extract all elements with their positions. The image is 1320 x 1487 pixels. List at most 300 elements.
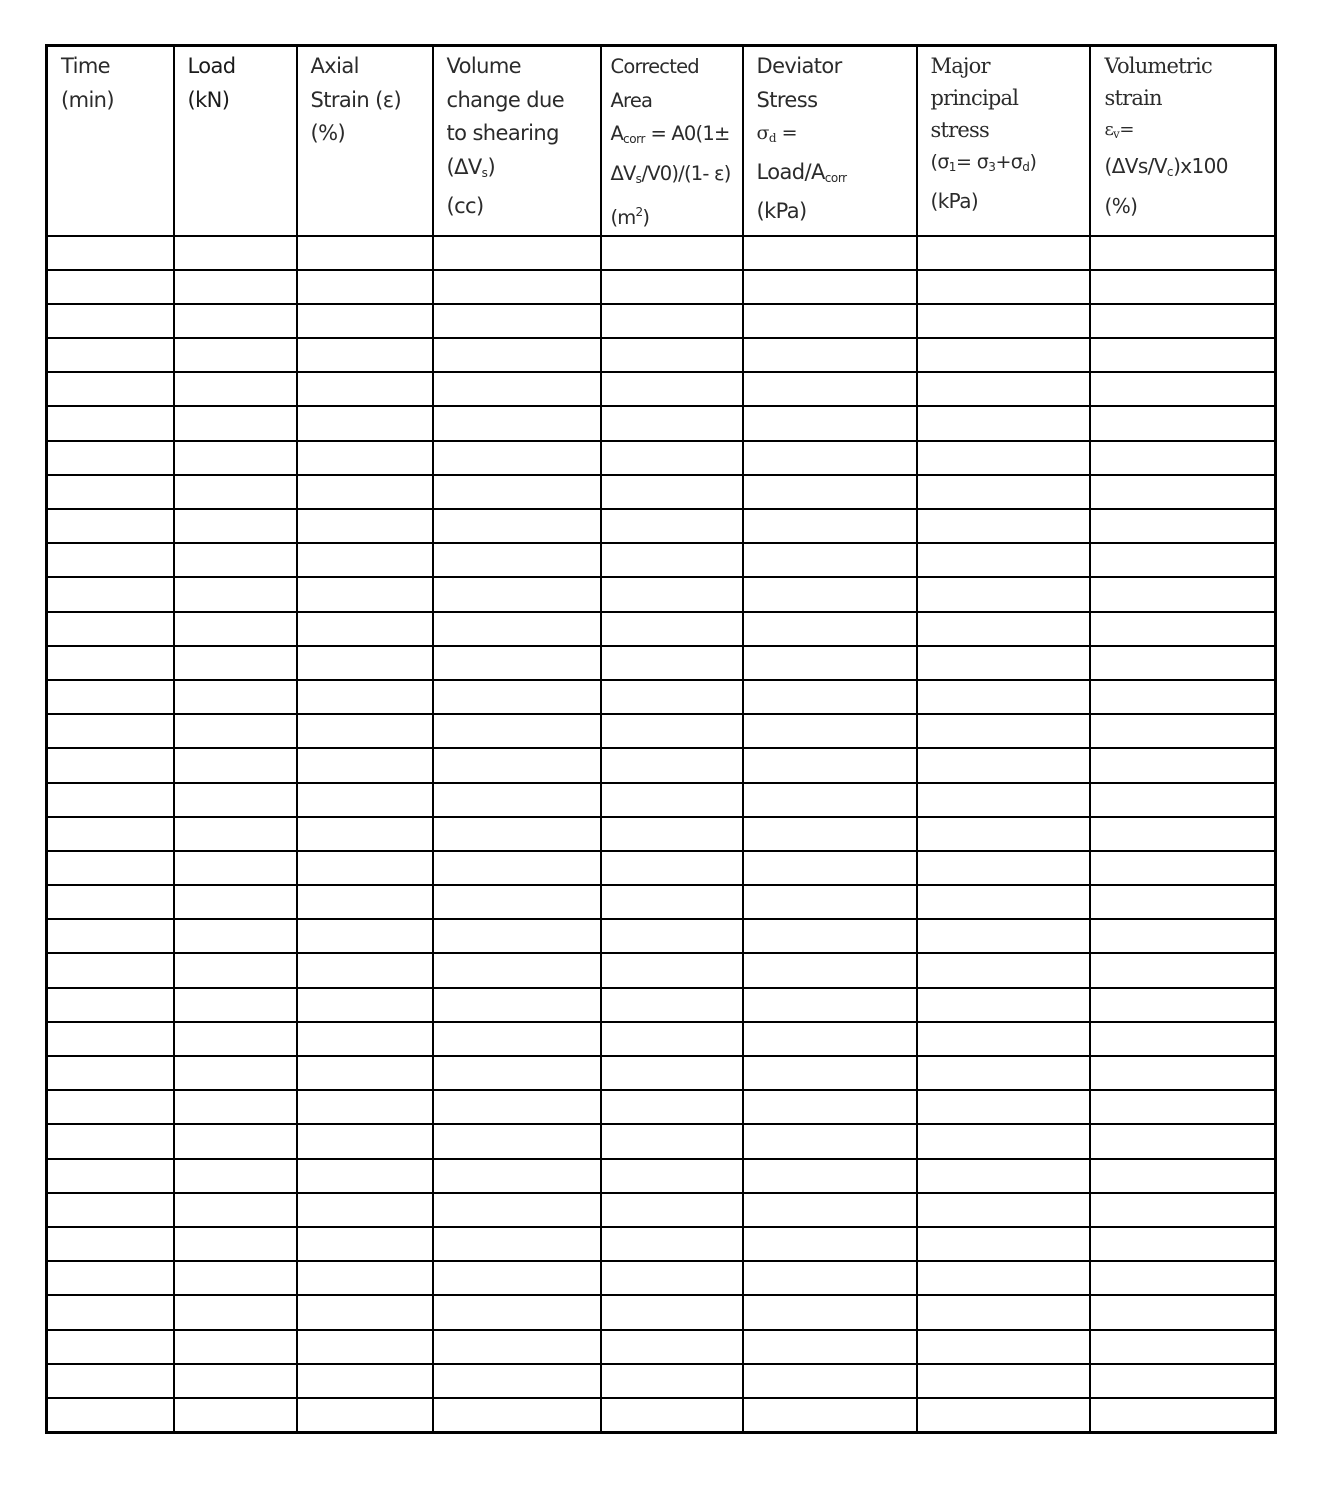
cell-axial-strain[interactable] [297,372,433,406]
cell-deviator-stress[interactable] [743,1261,917,1295]
cell-axial-strain[interactable] [297,783,433,817]
cell-corrected-area[interactable] [601,543,743,577]
cell-volumetric-strain[interactable] [1090,406,1276,440]
cell-volumetric-strain[interactable] [1090,714,1276,748]
cell-deviator-stress[interactable] [743,885,917,919]
cell-corrected-area[interactable] [601,236,743,270]
cell-volumetric-strain[interactable] [1090,919,1276,953]
cell-load[interactable] [174,1193,297,1227]
cell-volumetric-strain[interactable] [1090,338,1276,372]
cell-corrected-area[interactable] [601,714,743,748]
cell-time[interactable] [47,372,174,406]
cell-volumetric-strain[interactable] [1090,612,1276,646]
cell-time[interactable] [47,783,174,817]
cell-volume-change[interactable] [433,714,601,748]
cell-major-principal-stress[interactable] [917,236,1090,270]
cell-corrected-area[interactable] [601,338,743,372]
cell-load[interactable] [174,1398,297,1433]
cell-deviator-stress[interactable] [743,441,917,475]
cell-time[interactable] [47,577,174,611]
cell-load[interactable] [174,577,297,611]
cell-corrected-area[interactable] [601,406,743,440]
cell-volumetric-strain[interactable] [1090,441,1276,475]
cell-volumetric-strain[interactable] [1090,543,1276,577]
cell-deviator-stress[interactable] [743,577,917,611]
cell-volume-change[interactable] [433,1159,601,1193]
cell-corrected-area[interactable] [601,475,743,509]
cell-deviator-stress[interactable] [743,1056,917,1090]
cell-time[interactable] [47,475,174,509]
cell-volumetric-strain[interactable] [1090,1295,1276,1329]
cell-deviator-stress[interactable] [743,406,917,440]
cell-load[interactable] [174,509,297,543]
cell-load[interactable] [174,236,297,270]
cell-time[interactable] [47,851,174,885]
cell-deviator-stress[interactable] [743,817,917,851]
cell-major-principal-stress[interactable] [917,1159,1090,1193]
cell-axial-strain[interactable] [297,680,433,714]
cell-volume-change[interactable] [433,646,601,680]
cell-time[interactable] [47,1398,174,1433]
cell-major-principal-stress[interactable] [917,919,1090,953]
cell-major-principal-stress[interactable] [917,851,1090,885]
cell-volume-change[interactable] [433,543,601,577]
cell-volume-change[interactable] [433,851,601,885]
cell-axial-strain[interactable] [297,919,433,953]
cell-volume-change[interactable] [433,304,601,338]
table-row [47,1159,1276,1193]
cell-time[interactable] [47,1227,174,1261]
cell-volumetric-strain[interactable] [1090,1159,1276,1193]
cell-time[interactable] [47,441,174,475]
cell-major-principal-stress[interactable] [917,577,1090,611]
cell-axial-strain[interactable] [297,338,433,372]
cell-corrected-area[interactable] [601,1227,743,1261]
cell-load[interactable] [174,783,297,817]
cell-load[interactable] [174,543,297,577]
cell-load[interactable] [174,338,297,372]
cell-major-principal-stress[interactable] [917,304,1090,338]
table-row [47,646,1276,680]
cell-volume-change[interactable] [433,988,601,1022]
cell-major-principal-stress[interactable] [917,1090,1090,1124]
cell-time[interactable] [47,1295,174,1329]
cell-deviator-stress[interactable] [743,1159,917,1193]
cell-corrected-area[interactable] [601,953,743,987]
cell-volume-change[interactable] [433,1022,601,1056]
table-row [47,577,1276,611]
cell-time[interactable] [47,509,174,543]
cell-volume-change[interactable] [433,953,601,987]
cell-corrected-area[interactable] [601,441,743,475]
cell-volume-change[interactable] [433,1295,601,1329]
cell-corrected-area[interactable] [601,270,743,304]
cell-major-principal-stress[interactable] [917,1227,1090,1261]
cell-corrected-area[interactable] [601,1090,743,1124]
cell-volume-change[interactable] [433,1227,601,1261]
cell-time[interactable] [47,270,174,304]
cell-major-principal-stress[interactable] [917,1330,1090,1364]
cell-volumetric-strain[interactable] [1090,236,1276,270]
cell-corrected-area[interactable] [601,851,743,885]
cell-time[interactable] [47,236,174,270]
cell-time[interactable] [47,1261,174,1295]
cell-time[interactable] [47,1159,174,1193]
cell-load[interactable] [174,1295,297,1329]
cell-volumetric-strain[interactable] [1090,953,1276,987]
cell-load[interactable] [174,1056,297,1090]
cell-deviator-stress[interactable] [743,236,917,270]
cell-volumetric-strain[interactable] [1090,646,1276,680]
cell-axial-strain[interactable] [297,509,433,543]
cell-major-principal-stress[interactable] [917,372,1090,406]
cell-axial-strain[interactable] [297,1124,433,1158]
cell-axial-strain[interactable] [297,1159,433,1193]
cell-axial-strain[interactable] [297,1364,433,1398]
cell-corrected-area[interactable] [601,1330,743,1364]
cell-corrected-area[interactable] [601,1056,743,1090]
cell-time[interactable] [47,612,174,646]
cell-deviator-stress[interactable] [743,475,917,509]
cell-deviator-stress[interactable] [743,680,917,714]
cell-volume-change[interactable] [433,338,601,372]
cell-major-principal-stress[interactable] [917,1022,1090,1056]
cell-volumetric-strain[interactable] [1090,748,1276,782]
cell-volumetric-strain[interactable] [1090,1090,1276,1124]
cell-corrected-area[interactable] [601,612,743,646]
cell-volumetric-strain[interactable] [1090,988,1276,1022]
cell-time[interactable] [47,953,174,987]
cell-volume-change[interactable] [433,1124,601,1158]
cell-time[interactable] [47,817,174,851]
cell-axial-strain[interactable] [297,1056,433,1090]
cell-major-principal-stress[interactable] [917,1124,1090,1158]
cell-axial-strain[interactable] [297,885,433,919]
cell-deviator-stress[interactable] [743,783,917,817]
cell-major-principal-stress[interactable] [917,509,1090,543]
header-axial-strain: Axial Strain (ε) (%) [297,46,433,236]
cell-corrected-area[interactable] [601,680,743,714]
cell-major-principal-stress[interactable] [917,817,1090,851]
cell-volume-change[interactable] [433,1261,601,1295]
cell-corrected-area[interactable] [601,1193,743,1227]
cell-major-principal-stress[interactable] [917,680,1090,714]
cell-deviator-stress[interactable] [743,1090,917,1124]
cell-volumetric-strain[interactable] [1090,577,1276,611]
cell-volume-change[interactable] [433,372,601,406]
header-row [47,46,1276,236]
cell-major-principal-stress[interactable] [917,1193,1090,1227]
cell-time[interactable] [47,919,174,953]
cell-load[interactable] [174,1227,297,1261]
cell-axial-strain[interactable] [297,441,433,475]
cell-axial-strain[interactable] [297,270,433,304]
cell-axial-strain[interactable] [297,748,433,782]
cell-corrected-area[interactable] [601,783,743,817]
cell-load[interactable] [174,304,297,338]
cell-major-principal-stress[interactable] [917,543,1090,577]
cell-axial-strain[interactable] [297,1398,433,1433]
cell-volume-change[interactable] [433,612,601,646]
cell-corrected-area[interactable] [601,1398,743,1433]
cell-axial-strain[interactable] [297,988,433,1022]
cell-axial-strain[interactable] [297,1022,433,1056]
cell-corrected-area[interactable] [601,577,743,611]
cell-axial-strain[interactable] [297,1227,433,1261]
cell-axial-strain[interactable] [297,1330,433,1364]
cell-major-principal-stress[interactable] [917,885,1090,919]
cell-deviator-stress[interactable] [743,1330,917,1364]
cell-volumetric-strain[interactable] [1090,1398,1276,1433]
cell-axial-strain[interactable] [297,406,433,440]
cell-time[interactable] [47,406,174,440]
cell-axial-strain[interactable] [297,304,433,338]
cell-volumetric-strain[interactable] [1090,270,1276,304]
cell-load[interactable] [174,1330,297,1364]
header-volume-change: Volume change due to shearing $(\Delta V_s)$ (cc) [433,46,601,236]
cell-time[interactable] [47,748,174,782]
table-row [47,953,1276,987]
cell-corrected-area[interactable] [601,1159,743,1193]
cell-load[interactable] [174,748,297,782]
cell-volume-change[interactable] [433,406,601,440]
cell-volume-change[interactable] [433,748,601,782]
cell-load[interactable] [174,919,297,953]
cell-corrected-area[interactable] [601,748,743,782]
header-deviator-stress: Deviator Stress $\sigma_d$ = Load/$A_{corr}$ (kPa) [743,46,917,236]
cell-time[interactable] [47,1193,174,1227]
cell-axial-strain[interactable] [297,1193,433,1227]
cell-volume-change[interactable] [433,1090,601,1124]
cell-volumetric-strain[interactable] [1090,1364,1276,1398]
cell-volumetric-strain[interactable] [1090,817,1276,851]
cell-major-principal-stress[interactable] [917,441,1090,475]
cell-load[interactable] [174,1159,297,1193]
cell-major-principal-stress[interactable] [917,646,1090,680]
cell-volume-change[interactable] [433,1056,601,1090]
cell-load[interactable] [174,714,297,748]
cell-time[interactable] [47,1330,174,1364]
cell-axial-strain[interactable] [297,577,433,611]
cell-major-principal-stress[interactable] [917,270,1090,304]
cell-load[interactable] [174,1124,297,1158]
cell-volume-change[interactable] [433,783,601,817]
cell-major-principal-stress[interactable] [917,783,1090,817]
cell-volumetric-strain[interactable] [1090,1330,1276,1364]
cell-volume-change[interactable] [433,509,601,543]
cell-deviator-stress[interactable] [743,1227,917,1261]
cell-load[interactable] [174,988,297,1022]
cell-axial-strain[interactable] [297,953,433,987]
cell-volumetric-strain[interactable] [1090,783,1276,817]
cell-deviator-stress[interactable] [743,1398,917,1433]
cell-corrected-area[interactable] [601,817,743,851]
cell-load[interactable] [174,953,297,987]
cell-deviator-stress[interactable] [743,953,917,987]
cell-axial-strain[interactable] [297,646,433,680]
cell-deviator-stress[interactable] [743,1022,917,1056]
cell-axial-strain[interactable] [297,1295,433,1329]
cell-time[interactable] [47,680,174,714]
cell-deviator-stress[interactable] [743,372,917,406]
cell-volume-change[interactable] [433,680,601,714]
cell-volume-change[interactable] [433,270,601,304]
cell-axial-strain[interactable] [297,1261,433,1295]
table-row [47,680,1276,714]
cell-time[interactable] [47,1364,174,1398]
cell-corrected-area[interactable] [601,304,743,338]
cell-major-principal-stress[interactable] [917,475,1090,509]
cell-volumetric-strain[interactable] [1090,1056,1276,1090]
cell-deviator-stress[interactable] [743,646,917,680]
cell-major-principal-stress[interactable] [917,406,1090,440]
cell-major-principal-stress[interactable] [917,1261,1090,1295]
cell-deviator-stress[interactable] [743,988,917,1022]
cell-volume-change[interactable] [433,885,601,919]
cell-corrected-area[interactable] [601,1261,743,1295]
cell-load[interactable] [174,851,297,885]
cell-volume-change[interactable] [433,919,601,953]
cell-volumetric-strain[interactable] [1090,1193,1276,1227]
cell-deviator-stress[interactable] [743,338,917,372]
table-row [47,783,1276,817]
cell-volumetric-strain[interactable] [1090,885,1276,919]
cell-time[interactable] [47,988,174,1022]
cell-time[interactable] [47,885,174,919]
cell-time[interactable] [47,1056,174,1090]
cell-major-principal-stress[interactable] [917,1295,1090,1329]
cell-deviator-stress[interactable] [743,509,917,543]
cell-axial-strain[interactable] [297,612,433,646]
cell-time[interactable] [47,304,174,338]
cell-corrected-area[interactable] [601,1364,743,1398]
cell-deviator-stress[interactable] [743,304,917,338]
cell-load[interactable] [174,1261,297,1295]
cell-deviator-stress[interactable] [743,851,917,885]
cell-axial-strain[interactable] [297,475,433,509]
cell-volume-change[interactable] [433,441,601,475]
cell-major-principal-stress[interactable] [917,953,1090,987]
cell-deviator-stress[interactable] [743,1193,917,1227]
cell-load[interactable] [174,406,297,440]
cell-deviator-stress[interactable] [743,714,917,748]
table-row [47,406,1276,440]
cell-load[interactable] [174,646,297,680]
cell-load[interactable] [174,612,297,646]
cell-time[interactable] [47,543,174,577]
cell-corrected-area[interactable] [601,646,743,680]
cell-volumetric-strain[interactable] [1090,1124,1276,1158]
cell-time[interactable] [47,714,174,748]
table-row [47,1022,1276,1056]
cell-volumetric-strain[interactable] [1090,1022,1276,1056]
cell-major-principal-stress[interactable] [917,612,1090,646]
cell-volume-change[interactable] [433,236,601,270]
cell-deviator-stress[interactable] [743,543,917,577]
cell-volumetric-strain[interactable] [1090,1261,1276,1295]
table-row [47,1364,1276,1398]
cell-major-principal-stress[interactable] [917,338,1090,372]
cell-major-principal-stress[interactable] [917,714,1090,748]
cell-corrected-area[interactable] [601,988,743,1022]
cell-volumetric-strain[interactable] [1090,851,1276,885]
table-row [47,612,1276,646]
table-row [47,919,1276,953]
cell-load[interactable] [174,441,297,475]
cell-axial-strain[interactable] [297,543,433,577]
cell-major-principal-stress[interactable] [917,1398,1090,1433]
cell-load[interactable] [174,885,297,919]
cell-time[interactable] [47,1090,174,1124]
cell-volumetric-strain[interactable] [1090,372,1276,406]
cell-corrected-area[interactable] [601,919,743,953]
cell-load[interactable] [174,1364,297,1398]
cell-volumetric-strain[interactable] [1090,680,1276,714]
cell-deviator-stress[interactable] [743,748,917,782]
cell-deviator-stress[interactable] [743,1364,917,1398]
cell-volumetric-strain[interactable] [1090,475,1276,509]
cell-major-principal-stress[interactable] [917,988,1090,1022]
header-volumetric-strain: Volumetric strain $\varepsilon_v=$ $(\Delta Vs/V_c)x100$ (%) [1090,46,1276,236]
cell-axial-strain[interactable] [297,1090,433,1124]
cell-time[interactable] [47,646,174,680]
cell-volume-change[interactable] [433,1330,601,1364]
cell-load[interactable] [174,680,297,714]
cell-load[interactable] [174,1022,297,1056]
cell-volume-change[interactable] [433,577,601,611]
cell-axial-strain[interactable] [297,236,433,270]
table-row [47,1330,1276,1364]
table-row [47,1056,1276,1090]
cell-corrected-area[interactable] [601,372,743,406]
cell-axial-strain[interactable] [297,714,433,748]
cell-major-principal-stress[interactable] [917,1056,1090,1090]
cell-corrected-area[interactable] [601,1124,743,1158]
cell-corrected-area[interactable] [601,1022,743,1056]
cell-load[interactable] [174,817,297,851]
cell-volumetric-strain[interactable] [1090,304,1276,338]
cell-load[interactable] [174,1090,297,1124]
cell-volume-change[interactable] [433,1398,601,1433]
cell-load[interactable] [174,475,297,509]
cell-deviator-stress[interactable] [743,270,917,304]
cell-volume-change[interactable] [433,817,601,851]
cell-volumetric-strain[interactable] [1090,509,1276,543]
cell-corrected-area[interactable] [601,509,743,543]
cell-major-principal-stress[interactable] [917,748,1090,782]
cell-volume-change[interactable] [433,1364,601,1398]
cell-axial-strain[interactable] [297,817,433,851]
cell-volumetric-strain[interactable] [1090,1227,1276,1261]
cell-time[interactable] [47,338,174,372]
cell-deviator-stress[interactable] [743,1295,917,1329]
cell-load[interactable] [174,372,297,406]
table-row [47,988,1276,1022]
cell-deviator-stress[interactable] [743,919,917,953]
table-row [47,338,1276,372]
cell-deviator-stress[interactable] [743,612,917,646]
cell-corrected-area[interactable] [601,885,743,919]
cell-axial-strain[interactable] [297,851,433,885]
cell-volume-change[interactable] [433,1193,601,1227]
cell-load[interactable] [174,270,297,304]
cell-corrected-area[interactable] [601,1295,743,1329]
cell-deviator-stress[interactable] [743,1124,917,1158]
cell-time[interactable] [47,1124,174,1158]
cell-major-principal-stress[interactable] [917,1364,1090,1398]
cell-time[interactable] [47,1022,174,1056]
cell-volume-change[interactable] [433,475,601,509]
